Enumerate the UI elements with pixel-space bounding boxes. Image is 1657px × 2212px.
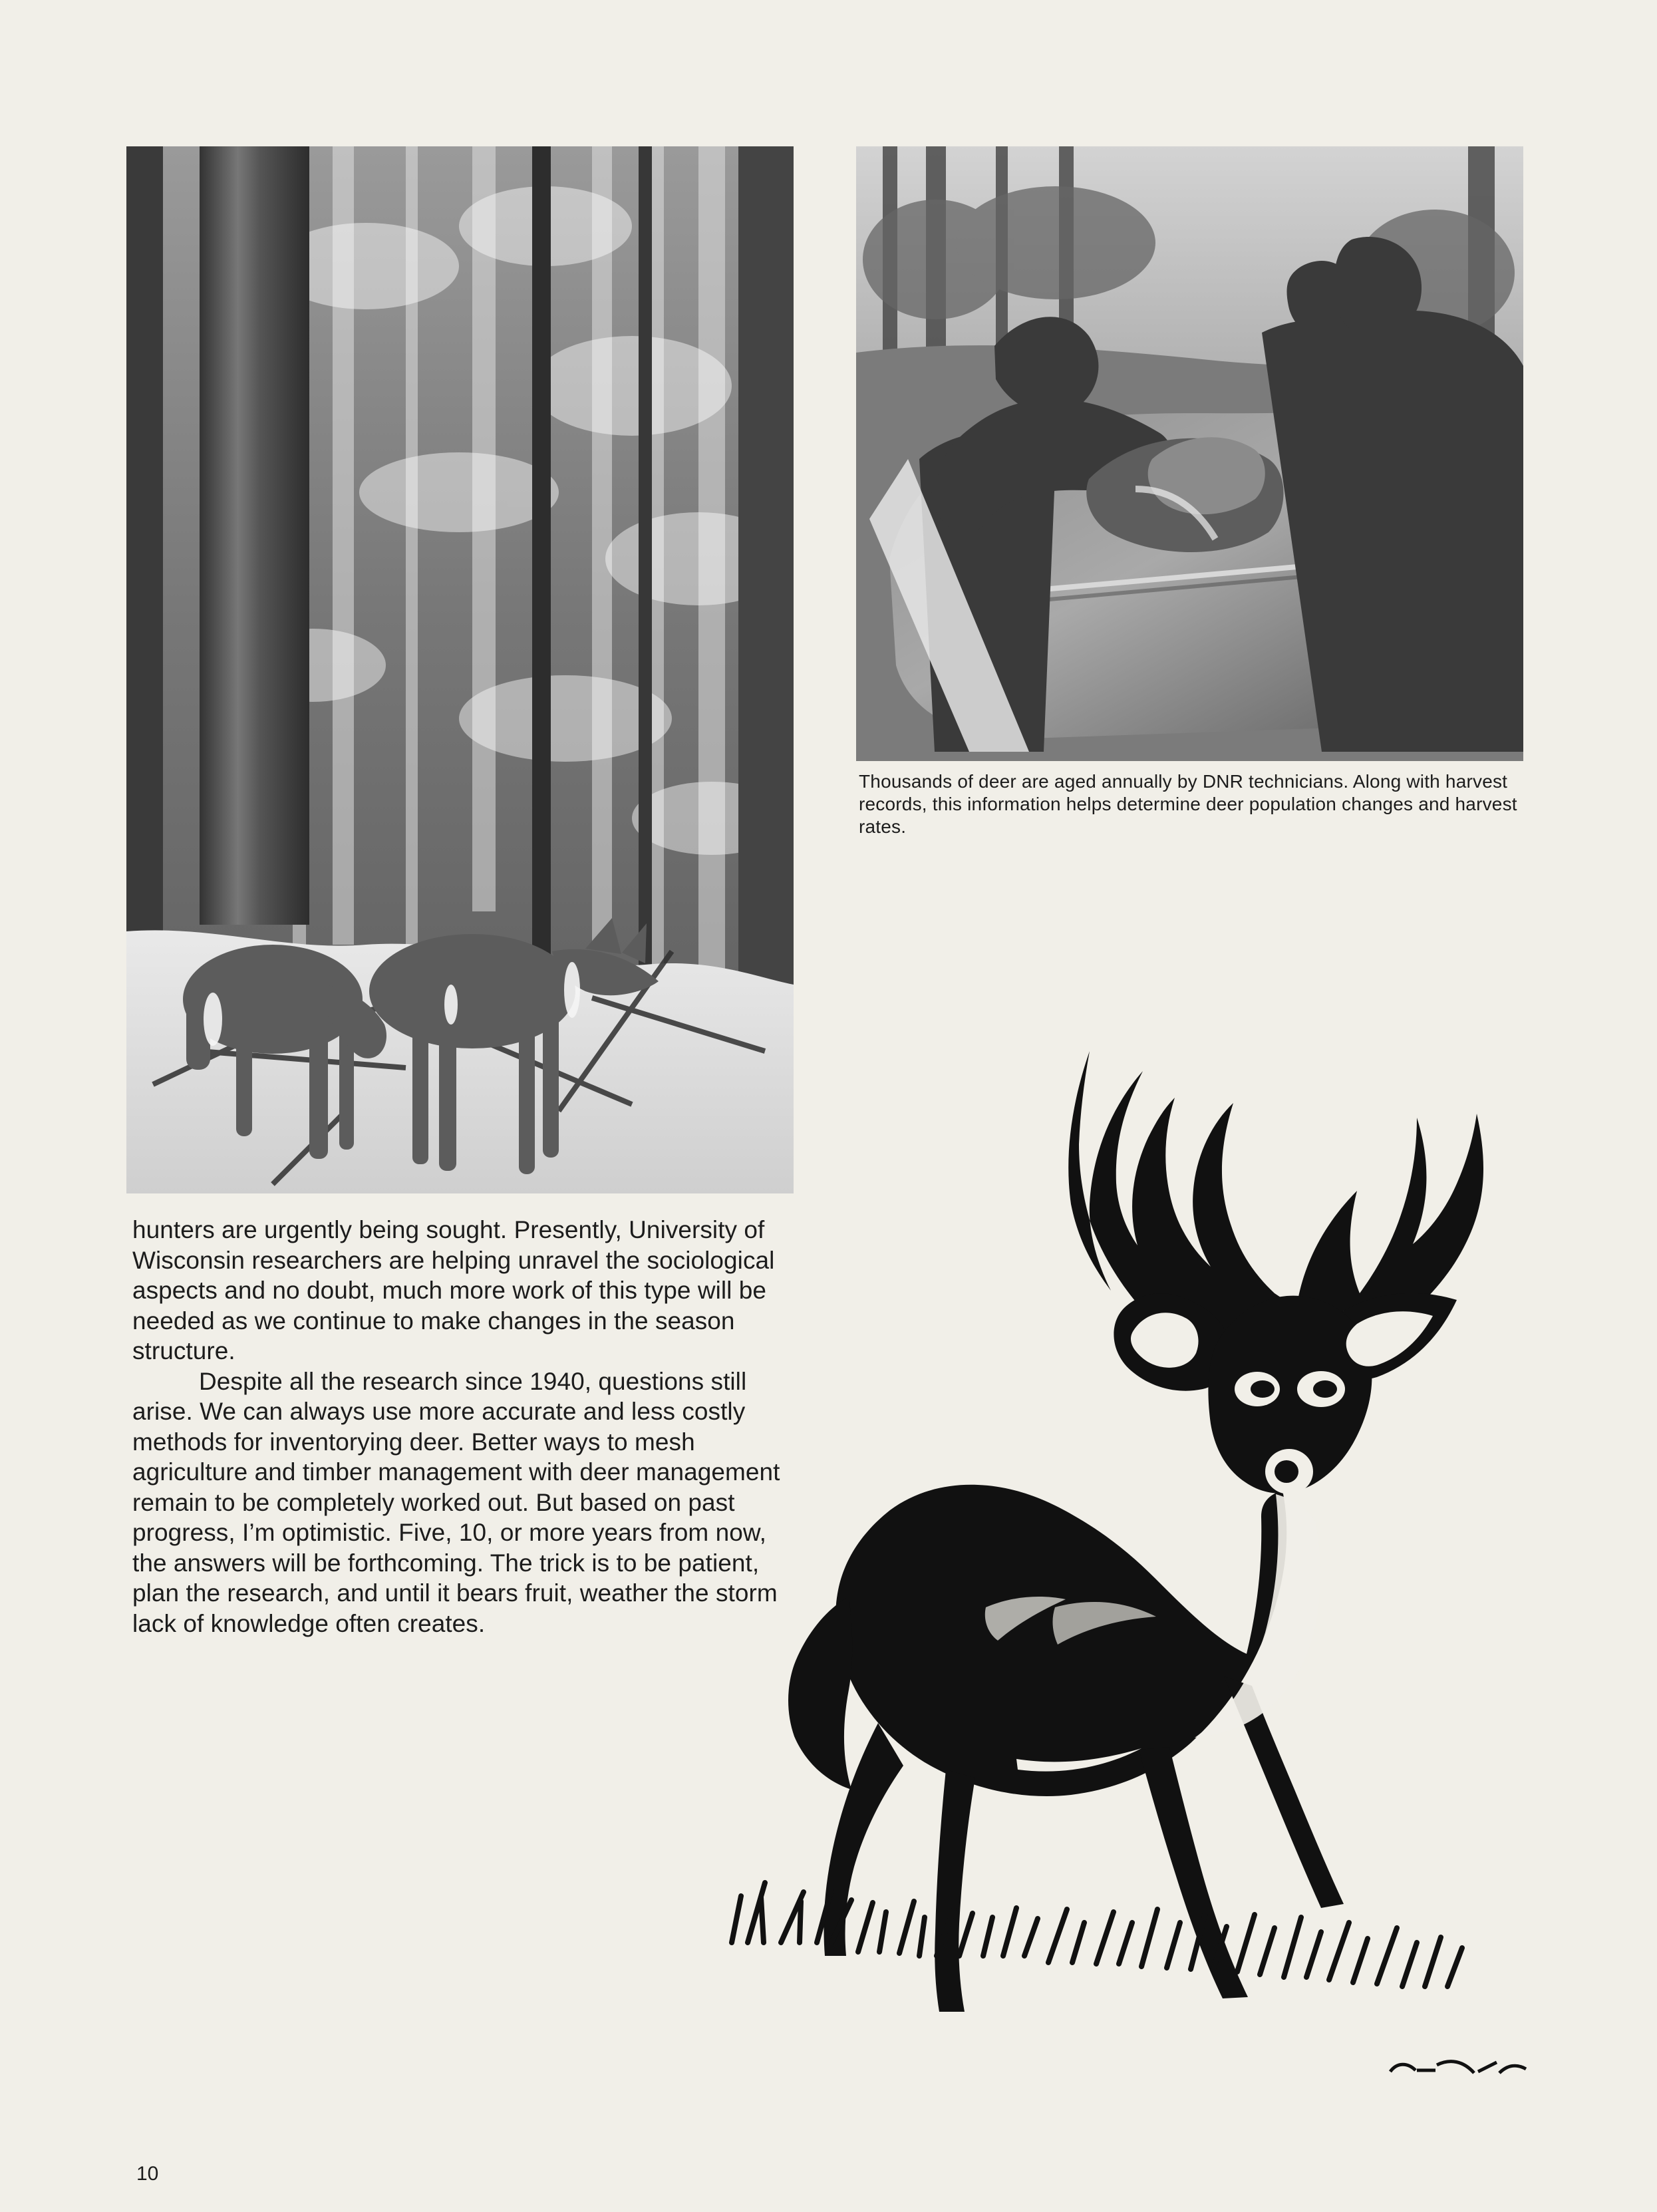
article-body [132, 1215, 798, 1639]
article-paragraph-2: Despite all the research since 1940, questions still arise. We can always use more accurate and less costly methods for inventorying deer. Better ways to mesh agriculture and timber management with deer management remain to be completely worked out. But based on past progress, I’m optimistic. Five, 10, or more years from now, the answers will be forthcoming. The trick is to be patient, plan the research, and until it bears fruit, weather the storm lack of knowledge often creates. [132, 1367, 780, 1637]
buck-deer-illustration [725, 1025, 1530, 2116]
page-number: 10 [136, 2163, 159, 2185]
photo-deer-aging [856, 146, 1523, 761]
article-paragraph-1: hunters are urgently being sought. Presently, University of Wisconsin researchers are helping unravel the sociological aspects and no doubt, much more work of this type will be needed as we continue to make changes in the season structure. [132, 1216, 775, 1364]
technicians-aging-deer-image [856, 146, 1523, 761]
buck-deer-icon [725, 1025, 1530, 2116]
deer-in-snow-image [126, 146, 794, 1193]
photo-caption: Thousands of deer are aged annually by DNR technicians. Along with harvest records, this information helps determine deer population changes and harvest rates. [859, 771, 1517, 837]
photo-deer-snow [126, 146, 794, 1193]
